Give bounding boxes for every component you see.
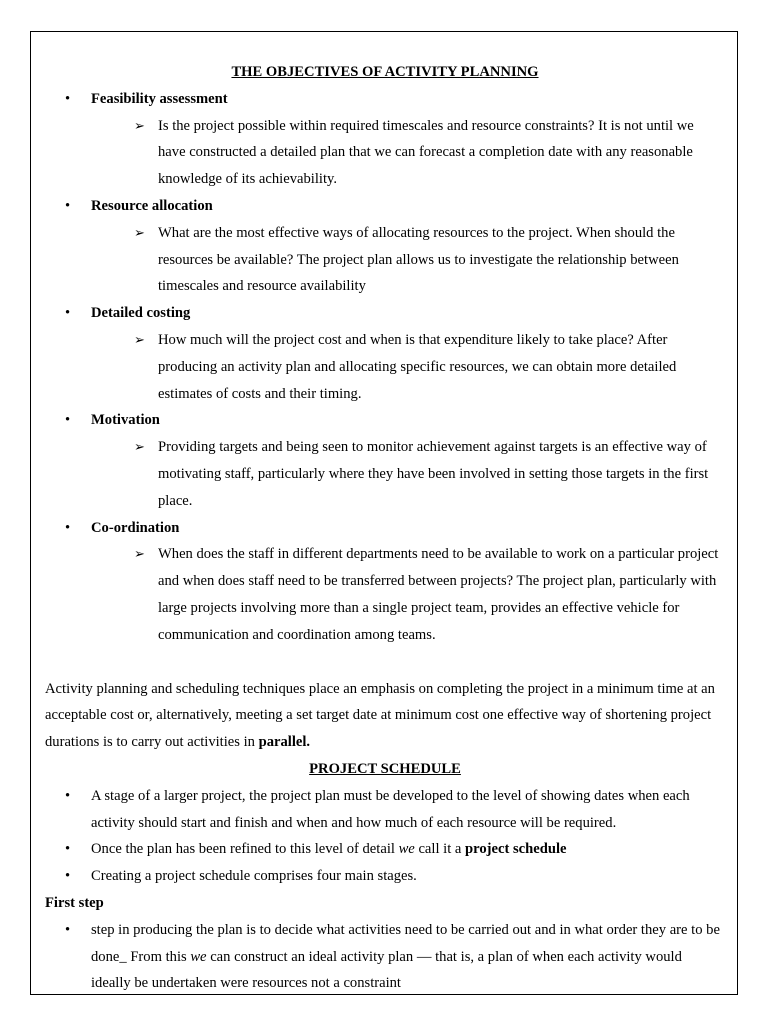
bullet-icon: • — [65, 921, 71, 938]
objective-description — [45, 434, 725, 514]
objective-heading — [45, 86, 725, 113]
arrow-bullet-icon: ➢ — [134, 439, 145, 455]
bullet-icon: • — [65, 305, 71, 322]
objective-coordination — [45, 515, 725, 649]
page-title: THE OBJECTIVES OF ACTIVITY PLANNING — [231, 64, 539, 80]
arrow-bullet-icon: ➢ — [134, 224, 145, 240]
arrow-bullet-icon: ➢ — [134, 331, 145, 347]
objective-description — [45, 220, 725, 300]
arrow-bullet-icon: ➢ — [134, 117, 145, 133]
schedule-item-emphasis: project schedule — [465, 841, 567, 858]
objective-description-text: Is the project possible within required timescales and resource constraints? It is not until we have constructed a detailed plan that we can forecast a completion date with any reasonable knowledge of its achievability. — [158, 117, 694, 188]
objective-description-text: How much will the project cost and when is that expenditure likely to take place? After producing an activity plan and allocating specific resources, we can obtain more detailed estimates of costs and their timing. — [158, 331, 677, 402]
objective-heading — [45, 515, 725, 542]
bullet-icon: • — [65, 90, 71, 107]
bullet-icon: • — [65, 841, 71, 858]
objective-heading — [45, 407, 725, 434]
objective-description-text: Providing targets and being seen to monitor achievement against targets is an effective way of motivating staff, particularly where they have been involved in setting those targets in the first place. — [158, 439, 709, 509]
schedule-item — [45, 783, 725, 837]
schedule-item-italic: we — [398, 841, 415, 858]
objective-description — [45, 327, 725, 407]
body-paragraph-emphasis: parallel. — [258, 734, 311, 751]
bullet-icon: • — [65, 197, 71, 214]
bullet-icon: • — [65, 519, 71, 536]
objective-resource-allocation — [45, 193, 725, 300]
schedule-item-text: A stage of a larger project, the project plan must be developed to the level of showing dates when each activity should start and finish and when and how much of each resource will be required. — [91, 787, 690, 831]
objective-heading-label: Co-ordination — [91, 519, 180, 536]
objective-description — [45, 113, 725, 193]
objective-description — [45, 541, 725, 648]
first-step-text: step in producing the plan is to decide what activities need to be carried out and in what order they are to be done_ From this — [91, 921, 720, 965]
body-paragraph — [45, 676, 725, 756]
objective-heading-label: Feasibility assessment — [91, 90, 228, 107]
first-step-text: can construct an ideal activity plan — that is, a plan of when each activity would ideally be undertaken were resources not a constraint — [91, 948, 682, 992]
schedule-item-text: Creating a project schedule comprises four main stages. — [91, 868, 417, 885]
section-title: PROJECT SCHEDULE — [309, 760, 461, 777]
objective-feasibility — [45, 86, 725, 193]
objective-motivation — [45, 407, 725, 514]
first-step-heading: First step — [45, 894, 104, 911]
objective-heading — [45, 193, 725, 220]
objective-heading-label: Motivation — [91, 412, 160, 429]
objective-heading-label: Resource allocation — [91, 197, 213, 214]
objective-heading-label: Detailed costing — [91, 305, 191, 322]
objective-description-text: What are the most effective ways of allocating resources to the project. When should the resources be available? The project plan allows us to investigate the relationship between timescales and resource availability — [158, 224, 679, 295]
objective-detailed-costing — [45, 300, 725, 407]
document-body — [45, 59, 725, 997]
bullet-icon: • — [65, 787, 71, 804]
objective-description-text: When does the staff in different departments need to be available to work on a particular project and when does staff need to be transferred between projects? The project plan, particularly with large projects involving more than a single project team, provides an effective vehicle for communication and coordination among teams. — [158, 546, 719, 643]
schedule-item-text: call it a — [414, 841, 466, 858]
arrow-bullet-icon: ➢ — [134, 546, 145, 562]
first-step-item — [45, 917, 725, 997]
schedule-item — [45, 836, 725, 863]
body-paragraph-text: Activity planning and scheduling techniques place an emphasis on completing the project in a minimum time at an acceptable cost or, alternatively, meeting a set target date at minimum cost one effective way of shortening project durations is to carry out activities in — [45, 680, 715, 751]
bullet-icon: • — [65, 868, 71, 885]
schedule-item — [45, 863, 725, 890]
first-step-italic: we — [190, 948, 207, 965]
bullet-icon: • — [65, 412, 71, 429]
schedule-item-text: Once the plan has been refined to this level of detail — [91, 841, 399, 858]
objective-heading — [45, 300, 725, 327]
